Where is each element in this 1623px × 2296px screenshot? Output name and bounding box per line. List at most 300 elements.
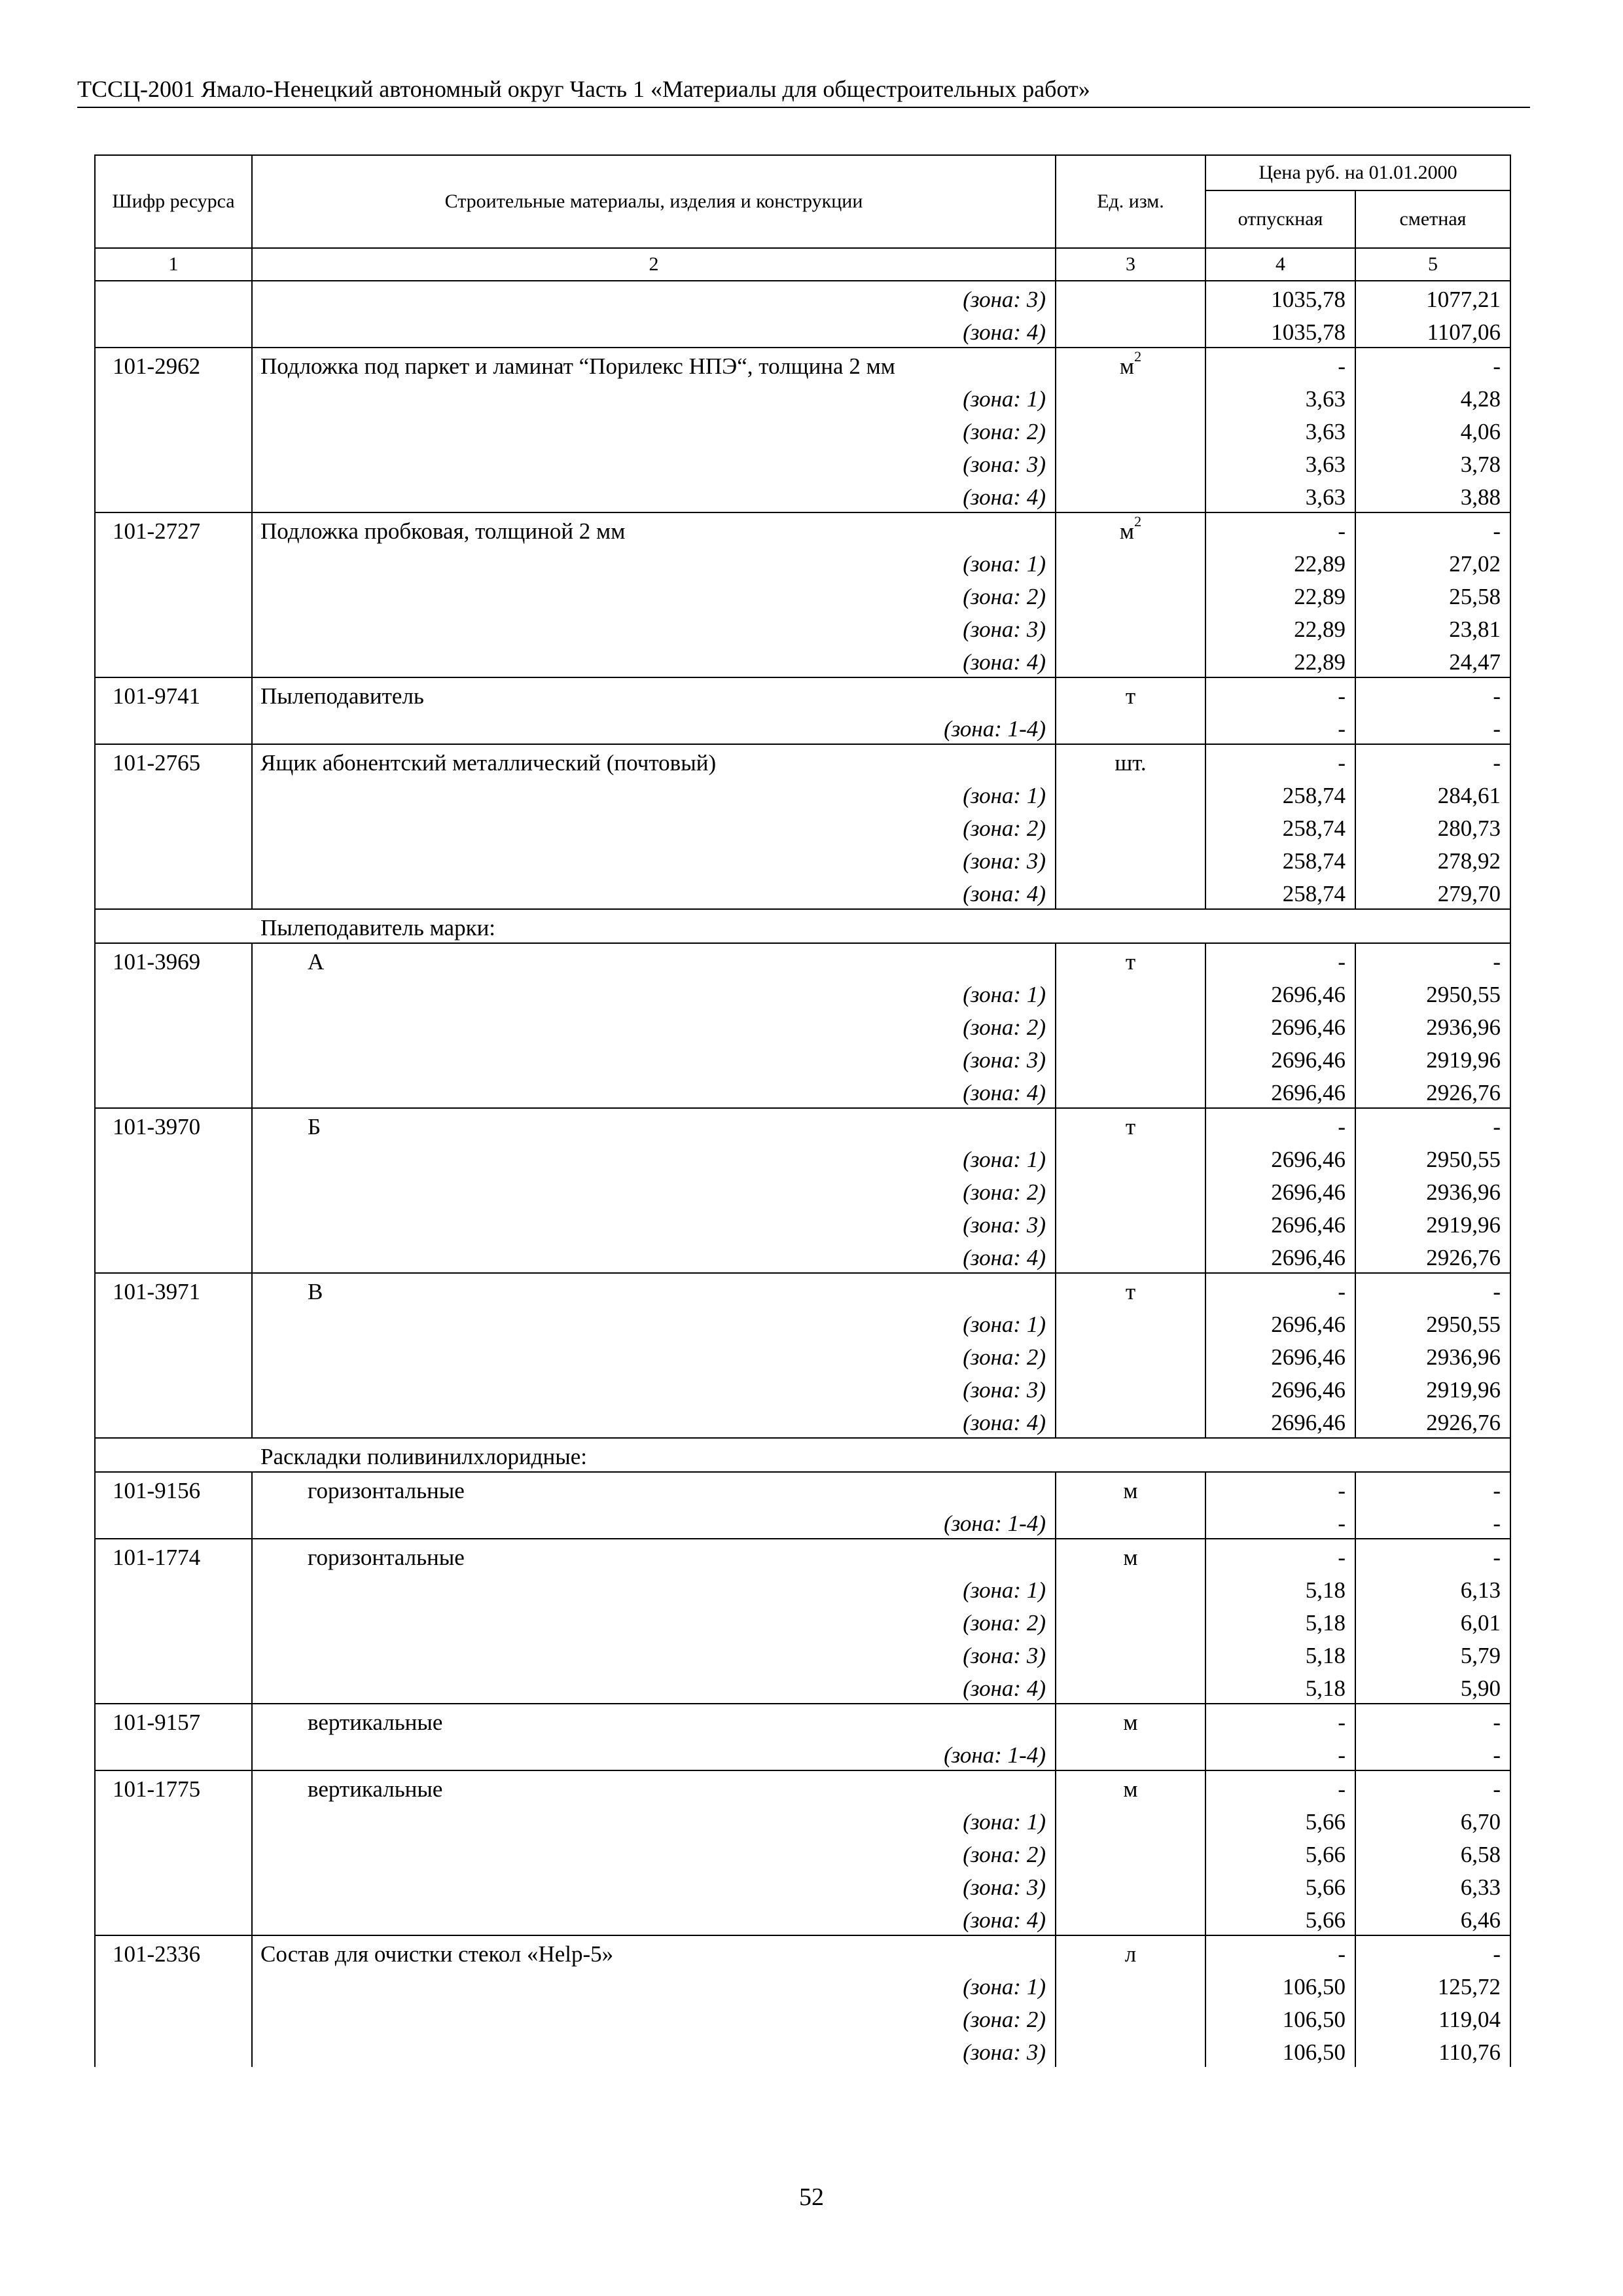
zone-label: (зона: 1-4) [252, 1737, 1056, 1770]
unit-cell [1056, 1339, 1205, 1372]
resource-code: 101-2765 [95, 744, 252, 778]
zone-label: (зона: 2) [252, 579, 1056, 611]
estimate-price: - [1355, 348, 1510, 381]
estimate-price: 6,01 [1355, 1605, 1510, 1638]
resource-code [95, 1339, 252, 1372]
release-price: 2696,46 [1205, 1372, 1355, 1405]
resource-code [95, 1902, 252, 1935]
table-row [95, 1207, 1510, 1240]
estimate-price: - [1355, 744, 1510, 778]
release-price: 2696,46 [1205, 1339, 1355, 1372]
estimate-price: - [1355, 1472, 1510, 1505]
resource-code [95, 1572, 252, 1605]
zone-label: (зона: 1) [252, 1572, 1056, 1605]
material-name: Подложка под паркет и ламинат “Порилекс НПЭ“, толщина 2 мм [252, 348, 1056, 381]
resource-code [95, 977, 252, 1009]
estimate-price: 2950,55 [1355, 1306, 1510, 1339]
zone-label: (зона: 1-4) [252, 711, 1056, 744]
zone-label: (зона: 1) [252, 1969, 1056, 2001]
resource-code: 101-9741 [95, 677, 252, 711]
material-name: Состав для очистки стекол «Help-5» [252, 1935, 1056, 1969]
release-price: - [1205, 1935, 1355, 1969]
release-price: 1035,78 [1205, 314, 1355, 348]
zone-label: (зона: 2) [252, 2001, 1056, 2034]
unit-cell [1056, 512, 1205, 546]
estimate-price: - [1355, 1539, 1510, 1572]
unit-cell [1056, 1837, 1205, 1869]
unit-label: м [1123, 1545, 1138, 1570]
release-price: - [1205, 744, 1355, 778]
unit-cell [1056, 1472, 1205, 1505]
resource-code [95, 843, 252, 876]
unit-cell [1056, 314, 1205, 348]
column-number-1: 1 [95, 248, 252, 281]
resource-code: 101-2962 [95, 348, 252, 381]
resource-code [95, 1174, 252, 1207]
resource-code [95, 479, 252, 512]
resource-code [95, 1207, 252, 1240]
unit-cell [1056, 348, 1205, 381]
table-row [95, 1902, 1510, 1935]
unit-cell [1056, 1572, 1205, 1605]
unit-cell [1056, 1869, 1205, 1902]
unit-superscript: 2 [1134, 348, 1142, 365]
unit-cell [1056, 1935, 1205, 1969]
material-name: вертикальные [252, 1704, 1056, 1737]
table-row [95, 1042, 1510, 1075]
estimate-price: - [1355, 1935, 1510, 1969]
resource-code [95, 281, 252, 314]
unit-cell [1056, 1372, 1205, 1405]
resource-code [95, 1075, 252, 1108]
estimate-price: 278,92 [1355, 843, 1510, 876]
page-header: ТССЦ-2001 Ямало-Ненецкий автономный округ Часть 1 «Материалы для общестроительных работ» [77, 76, 1090, 102]
estimate-price: 2950,55 [1355, 1141, 1510, 1174]
estimate-price: 2919,96 [1355, 1372, 1510, 1405]
release-price: 22,89 [1205, 579, 1355, 611]
zone-label: (зона: 4) [252, 1902, 1056, 1935]
release-price: 5,66 [1205, 1902, 1355, 1935]
resource-code [95, 1042, 252, 1075]
release-price: - [1205, 1770, 1355, 1804]
table-row [95, 778, 1510, 810]
estimate-price: 279,70 [1355, 876, 1510, 909]
resource-code [95, 414, 252, 446]
zone-label: (зона: 4) [252, 1240, 1056, 1273]
table-row [95, 1372, 1510, 1405]
material-name: горизонтальные [252, 1472, 1056, 1505]
estimate-price: 2926,76 [1355, 1075, 1510, 1108]
release-price: 5,18 [1205, 1572, 1355, 1605]
header-release: отпускная [1205, 190, 1355, 248]
table-row [95, 876, 1510, 909]
resource-code: 101-3969 [95, 943, 252, 977]
estimate-price: 125,72 [1355, 1969, 1510, 2001]
estimate-price: 27,02 [1355, 546, 1510, 579]
estimate-price: 2926,76 [1355, 1405, 1510, 1438]
unit-cell [1056, 1174, 1205, 1207]
zone-label: (зона: 1) [252, 1306, 1056, 1339]
unit-cell [1056, 2034, 1205, 2067]
release-price: - [1205, 512, 1355, 546]
resource-code [95, 314, 252, 348]
unit-cell [1056, 810, 1205, 843]
zone-label: (зона: 1) [252, 778, 1056, 810]
header-code: Шифр ресурса [95, 155, 252, 248]
zone-label: (зона: 2) [252, 1174, 1056, 1207]
resource-code: 101-9156 [95, 1472, 252, 1505]
zone-label: (зона: 2) [252, 1605, 1056, 1638]
unit-label: л [1124, 1941, 1137, 1967]
unit-label: м [1123, 1776, 1138, 1802]
estimate-price: 2936,96 [1355, 1339, 1510, 1372]
estimate-price: 2919,96 [1355, 1207, 1510, 1240]
table-body [95, 281, 1510, 2067]
release-price: 2696,46 [1205, 1207, 1355, 1240]
table-row [95, 1737, 1510, 1770]
release-price: 5,66 [1205, 1837, 1355, 1869]
release-price: 2696,46 [1205, 1240, 1355, 1273]
table-row [95, 1273, 1510, 1306]
table-row [95, 1108, 1510, 1141]
material-name: вертикальные [252, 1770, 1056, 1804]
unit-cell [1056, 446, 1205, 479]
unit-cell [1056, 1770, 1205, 1804]
zone-label: (зона: 3) [252, 843, 1056, 876]
zone-label: (зона: 1) [252, 1141, 1056, 1174]
release-price: - [1205, 1273, 1355, 1306]
table-row [95, 1572, 1510, 1605]
release-price: 22,89 [1205, 644, 1355, 677]
zone-label: (зона: 3) [252, 1372, 1056, 1405]
table-row [95, 1935, 1510, 1969]
unit-cell [1056, 1969, 1205, 2001]
unit-cell [1056, 943, 1205, 977]
estimate-price: 25,58 [1355, 579, 1510, 611]
release-price: 5,18 [1205, 1638, 1355, 1670]
release-price: - [1205, 348, 1355, 381]
table-row [95, 1605, 1510, 1638]
resource-code [95, 611, 252, 644]
zone-label: (зона: 3) [252, 2034, 1056, 2067]
unit-cell [1056, 1108, 1205, 1141]
resource-code: 101-3970 [95, 1108, 252, 1141]
release-price: 3,63 [1205, 381, 1355, 414]
header-price: Цена руб. на 01.01.2000 [1205, 155, 1510, 190]
resource-code [95, 1372, 252, 1405]
resource-code [95, 810, 252, 843]
zone-label: (зона: 3) [252, 446, 1056, 479]
resource-code [95, 1670, 252, 1704]
table-row [95, 711, 1510, 744]
release-price: 2696,46 [1205, 977, 1355, 1009]
estimate-price: 2950,55 [1355, 977, 1510, 1009]
table-row [95, 1174, 1510, 1207]
table-row [95, 1837, 1510, 1869]
estimate-price: - [1355, 711, 1510, 744]
unit-label: м [1123, 1478, 1138, 1503]
table-row [95, 1704, 1510, 1737]
zone-label: (зона: 4) [252, 644, 1056, 677]
unit-cell [1056, 1670, 1205, 1704]
estimate-price: - [1355, 1770, 1510, 1804]
unit-cell [1056, 1141, 1205, 1174]
zone-label: (зона: 3) [252, 611, 1056, 644]
release-price: - [1205, 711, 1355, 744]
estimate-price: 5,79 [1355, 1638, 1510, 1670]
group-heading: Пылеподавитель марки: [95, 909, 1510, 943]
unit-cell [1056, 611, 1205, 644]
release-price: 2696,46 [1205, 1306, 1355, 1339]
release-price: - [1205, 1472, 1355, 1505]
estimate-price: 4,28 [1355, 381, 1510, 414]
zone-label: (зона: 4) [252, 1075, 1056, 1108]
zone-label: (зона: 1) [252, 977, 1056, 1009]
release-price: - [1205, 677, 1355, 711]
table-row [95, 1075, 1510, 1108]
zone-label: (зона: 3) [252, 281, 1056, 314]
release-price: 106,50 [1205, 2001, 1355, 2034]
estimate-price: 2936,96 [1355, 1174, 1510, 1207]
estimate-price: - [1355, 943, 1510, 977]
estimate-price: 6,46 [1355, 1902, 1510, 1935]
table-row [95, 843, 1510, 876]
zone-label: (зона: 1) [252, 546, 1056, 579]
unit-cell [1056, 1505, 1205, 1539]
table-row [95, 1141, 1510, 1174]
release-price: 2696,46 [1205, 1405, 1355, 1438]
unit-cell [1056, 843, 1205, 876]
resource-code [95, 876, 252, 909]
material-name: А [252, 943, 1056, 977]
zone-label: (зона: 2) [252, 414, 1056, 446]
estimate-price: - [1355, 677, 1510, 711]
unit-cell [1056, 1804, 1205, 1837]
estimate-price: - [1355, 512, 1510, 546]
estimate-price: - [1355, 1737, 1510, 1770]
table-row [95, 1339, 1510, 1372]
release-price: 2696,46 [1205, 1042, 1355, 1075]
zone-label: (зона: 3) [252, 1638, 1056, 1670]
zone-label: (зона: 2) [252, 1837, 1056, 1869]
resource-code [95, 546, 252, 579]
release-price: 106,50 [1205, 2034, 1355, 2067]
unit-cell [1056, 778, 1205, 810]
resource-code: 101-1774 [95, 1539, 252, 1572]
unit-cell [1056, 1042, 1205, 1075]
resource-code [95, 1837, 252, 1869]
table-row [95, 1804, 1510, 1837]
table-row [95, 909, 1510, 943]
table-row [95, 1670, 1510, 1704]
price-table [94, 154, 1511, 2067]
estimate-price: 2919,96 [1355, 1042, 1510, 1075]
resource-code [95, 446, 252, 479]
release-price: - [1205, 1505, 1355, 1539]
resource-code [95, 1240, 252, 1273]
material-name: горизонтальные [252, 1539, 1056, 1572]
column-number-2: 2 [252, 248, 1056, 281]
resource-code: 101-2727 [95, 512, 252, 546]
unit-cell [1056, 1737, 1205, 1770]
unit-label: т [1125, 1279, 1136, 1304]
table-row [95, 1638, 1510, 1670]
material-name: Б [252, 1108, 1056, 1141]
zone-label: (зона: 2) [252, 1339, 1056, 1372]
page-number: 52 [799, 2183, 824, 2211]
table-row [95, 512, 1510, 546]
zone-label: (зона: 4) [252, 1670, 1056, 1704]
estimate-price: 6,33 [1355, 1869, 1510, 1902]
estimate-price: 280,73 [1355, 810, 1510, 843]
table-row [95, 381, 1510, 414]
zone-label: (зона: 4) [252, 876, 1056, 909]
estimate-price: 1107,06 [1355, 314, 1510, 348]
estimate-price: 6,13 [1355, 1572, 1510, 1605]
unit-cell [1056, 1539, 1205, 1572]
table-row [95, 1438, 1510, 1472]
release-price: - [1205, 1539, 1355, 1572]
table-row [95, 1869, 1510, 1902]
zone-label: (зона: 2) [252, 810, 1056, 843]
header-rule [77, 107, 1530, 108]
column-number-4: 4 [1205, 248, 1355, 281]
unit-label: м [1119, 518, 1135, 544]
release-price: 1035,78 [1205, 281, 1355, 314]
resource-code [95, 2034, 252, 2067]
unit-cell [1056, 1405, 1205, 1438]
unit-superscript: 2 [1134, 513, 1142, 530]
unit-cell [1056, 711, 1205, 744]
unit-cell [1056, 381, 1205, 414]
zone-label: (зона: 1-4) [252, 1505, 1056, 1539]
zone-label: (зона: 3) [252, 1207, 1056, 1240]
table-row [95, 744, 1510, 778]
header-name: Строительные материалы, изделия и конструкции [252, 155, 1056, 248]
unit-cell [1056, 1902, 1205, 1935]
material-name: В [252, 1273, 1056, 1306]
resource-code [95, 1737, 252, 1770]
resource-code [95, 1141, 252, 1174]
unit-label: т [1125, 1114, 1136, 1139]
resource-code [95, 1009, 252, 1042]
material-name: Подложка пробковая, толщиной 2 мм [252, 512, 1056, 546]
table-row [95, 1472, 1510, 1505]
unit-cell [1056, 414, 1205, 446]
release-price: 2696,46 [1205, 1174, 1355, 1207]
release-price: 22,89 [1205, 546, 1355, 579]
table-row [95, 546, 1510, 579]
unit-cell [1056, 876, 1205, 909]
price-table-container [94, 154, 1510, 2067]
table-row [95, 314, 1510, 348]
release-price: 3,63 [1205, 414, 1355, 446]
estimate-price: 1077,21 [1355, 281, 1510, 314]
table-row [95, 2034, 1510, 2067]
group-heading: Раскладки поливинилхлоридные: [95, 1438, 1510, 1472]
resource-code [95, 1605, 252, 1638]
material-name: Пылеподавитель [252, 677, 1056, 711]
table-row [95, 479, 1510, 512]
release-price: 106,50 [1205, 1969, 1355, 2001]
column-number-3: 3 [1056, 248, 1205, 281]
zone-label: (зона: 1) [252, 381, 1056, 414]
resource-code [95, 778, 252, 810]
unit-cell [1056, 644, 1205, 677]
unit-label: м [1119, 353, 1135, 379]
table-row [95, 1240, 1510, 1273]
release-price: 2696,46 [1205, 1009, 1355, 1042]
unit-label: м [1123, 1710, 1138, 1735]
estimate-price: 284,61 [1355, 778, 1510, 810]
unit-cell [1056, 1075, 1205, 1108]
unit-cell [1056, 1704, 1205, 1737]
unit-cell [1056, 479, 1205, 512]
unit-cell [1056, 1207, 1205, 1240]
header-estimate: сметная [1355, 190, 1510, 248]
release-price: 5,18 [1205, 1670, 1355, 1704]
release-price: 2696,46 [1205, 1141, 1355, 1174]
release-price: 258,74 [1205, 843, 1355, 876]
zone-label: (зона: 4) [252, 314, 1056, 348]
estimate-price: 6,70 [1355, 1804, 1510, 1837]
release-price: 5,18 [1205, 1605, 1355, 1638]
zone-label: (зона: 2) [252, 1009, 1056, 1042]
unit-cell [1056, 1240, 1205, 1273]
zone-label: (зона: 3) [252, 1042, 1056, 1075]
resource-code [95, 2001, 252, 2034]
zone-label: (зона: 4) [252, 479, 1056, 512]
unit-cell [1056, 546, 1205, 579]
table-row [95, 677, 1510, 711]
resource-code [95, 1405, 252, 1438]
release-price: - [1205, 943, 1355, 977]
release-price: 3,63 [1205, 446, 1355, 479]
zone-label: (зона: 3) [252, 1869, 1056, 1902]
unit-cell [1056, 977, 1205, 1009]
unit-cell [1056, 1273, 1205, 1306]
table-row [95, 1770, 1510, 1804]
estimate-price: 3,78 [1355, 446, 1510, 479]
unit-label: шт. [1115, 750, 1147, 776]
estimate-price: 24,47 [1355, 644, 1510, 677]
unit-cell [1056, 1605, 1205, 1638]
resource-code [95, 1869, 252, 1902]
unit-label: т [1125, 949, 1136, 975]
estimate-price: 3,88 [1355, 479, 1510, 512]
resource-code: 101-3971 [95, 1273, 252, 1306]
table-row [95, 1969, 1510, 2001]
release-price: 5,66 [1205, 1804, 1355, 1837]
estimate-price: - [1355, 1108, 1510, 1141]
table-row [95, 2001, 1510, 2034]
table-row [95, 1505, 1510, 1539]
resource-code [95, 579, 252, 611]
resource-code [95, 711, 252, 744]
release-price: 258,74 [1205, 778, 1355, 810]
release-price: 258,74 [1205, 876, 1355, 909]
estimate-price: 23,81 [1355, 611, 1510, 644]
estimate-price: 6,58 [1355, 1837, 1510, 1869]
table-row [95, 414, 1510, 446]
resource-code: 101-9157 [95, 1704, 252, 1737]
resource-code [95, 644, 252, 677]
unit-cell [1056, 677, 1205, 711]
table-row [95, 1306, 1510, 1339]
release-price: - [1205, 1704, 1355, 1737]
unit-cell [1056, 1306, 1205, 1339]
resource-code: 101-1775 [95, 1770, 252, 1804]
